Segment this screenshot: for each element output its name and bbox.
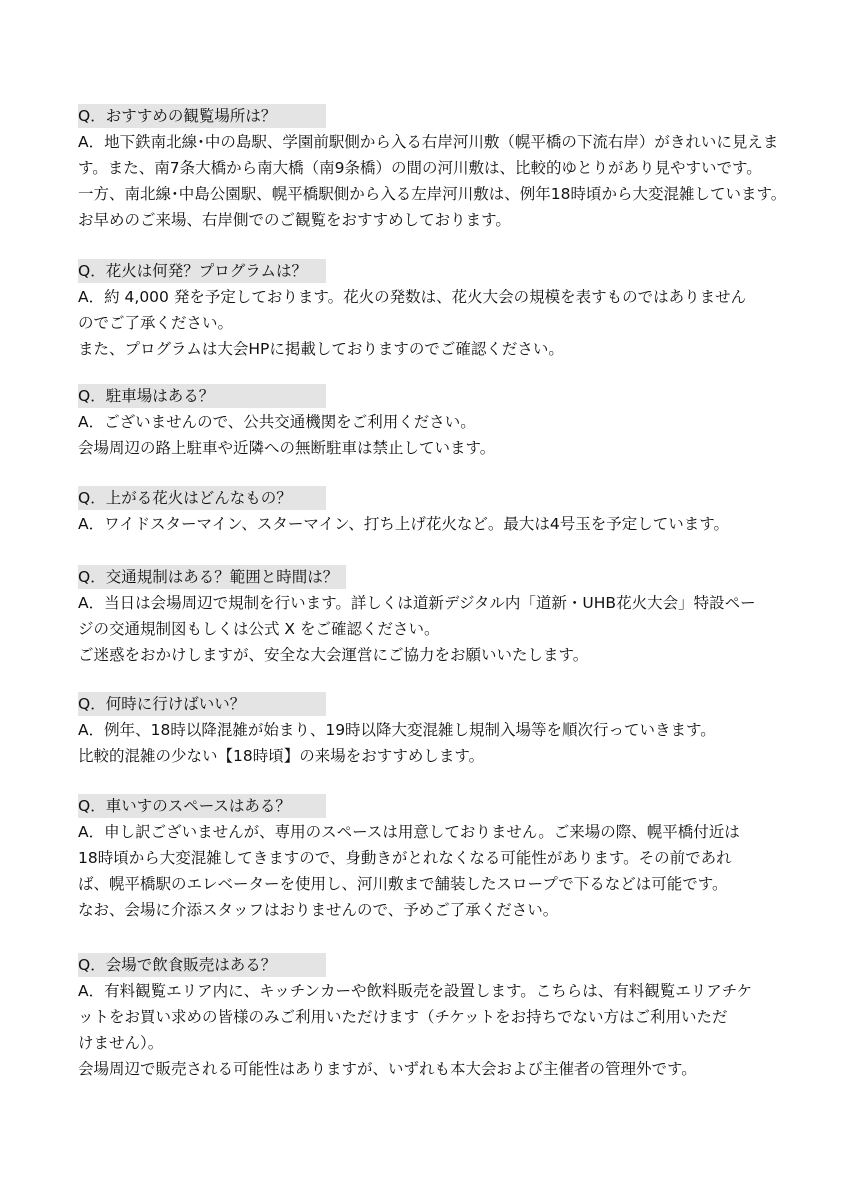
faq-question: Q．駐車場はある？ xyxy=(78,384,326,408)
faq-question: Q．交通規制はある？範囲と時間は？ xyxy=(78,565,346,589)
answer-line: なお、会場に介添スタッフはおりませんので、予めご了承ください。 xyxy=(78,901,559,919)
answer-line: ば、幌平橋駅のエレベーターを使用し、河川敷まで舗装したスロープで下るなどは可能です。 xyxy=(78,875,728,893)
faq-question: Q．上がる花火はどんなもの？ xyxy=(78,486,326,510)
answer-line: ご迷惑をおかけしますが、安全な大会運営にご協力をお願いいたします。 xyxy=(78,646,589,664)
answer-line: A．申し訳ございませんが、専用のスペースは用意しておりません。ご来場の際、幌平橋付近は xyxy=(78,823,740,841)
faq-answer xyxy=(78,284,778,362)
faq-answer xyxy=(78,717,778,769)
faq-answer xyxy=(78,590,778,668)
faq-item-wheelchair-space xyxy=(78,794,778,923)
answer-line: A．有料観覧エリア内に、キッチンカーや飲料販売を設置します。こちらは、有料観覧エリアチケ xyxy=(78,982,753,1000)
faq-answer xyxy=(78,409,778,461)
answer-line: A．ワイドスターマイン、スターマイン、打ち上げ花火など。最大は4号玉を予定しています。 xyxy=(78,515,730,533)
answer-line: ジの交通規制図もしくは公式 X をご確認ください。 xyxy=(78,620,440,638)
answer-line: A．例年、18時以降混雑が始まり、19時以降大変混雑し規制入場等を順次行っていきます。 xyxy=(78,721,716,739)
answer-line: A．当日は会場周辺で規制を行います。詳しくは道新デジタル内「道新・UHB花火大会」特設ペー xyxy=(78,594,756,612)
faq-question: Q．会場で飲食販売はある？ xyxy=(78,953,326,977)
faq-answer xyxy=(78,129,787,233)
faq-question: Q．車いすのスペースはある？ xyxy=(78,794,326,818)
answer-line: 18時頃から大変混雑してきますので、身動きがとれなくなる可能性があります。その前であれ xyxy=(78,849,732,867)
faq-item-parking xyxy=(78,384,778,461)
answer-line: 会場周辺の路上駐車や近隣への無断駐車は禁止しています。 xyxy=(78,439,496,457)
faq-question: Q．何時に行けばいい？ xyxy=(78,692,326,716)
answer-line: のでご了承ください。 xyxy=(78,314,234,332)
faq-question: Q．おすすめの観覧場所は？ xyxy=(78,104,326,128)
faq-item-food-sales xyxy=(78,953,778,1082)
faq-item-arrival-time xyxy=(78,692,778,769)
answer-line: 比較的混雑の少ない【18時頃】の来場をおすすめします。 xyxy=(78,747,485,765)
faq-item-traffic-control xyxy=(78,565,778,668)
answer-line: す。また、南7条大橋から南大橋（南9条橋）の間の河川敷は、比較的ゆとりがあり見やすいです。 xyxy=(78,159,762,177)
answer-line: お早めのご来場、右岸側でのご観覧をおすすめしております。 xyxy=(78,211,511,229)
answer-line: A．約 4,000 発を予定しております。花火の発数は、花火大会の規模を表すものではありません xyxy=(78,288,747,306)
faq-question: Q．花火は何発？プログラムは？ xyxy=(78,259,326,283)
faq-answer xyxy=(78,819,778,923)
faq-answer xyxy=(78,511,778,537)
answer-line: 会場周辺で販売される可能性はありますが、いずれも本大会および主催者の管理外です。 xyxy=(78,1060,697,1078)
answer-line: A．地下鉄南北線･中の島駅、学園前駅側から入る右岸河川敷（幌平橋の下流右岸）がきれいに見えま xyxy=(78,133,779,151)
answer-line: ットをお買い求めの皆様のみご利用いただけます（チケットをお持ちでない方はご利用いただ xyxy=(78,1008,728,1026)
answer-line: また、プログラムは大会HPに掲載しておりますのでご確認ください。 xyxy=(78,340,564,358)
answer-line: 一方、南北線･中島公園駅、幌平橋駅側から入る左岸河川敷は、例年18時頃から大変混雑しています。 xyxy=(78,185,787,203)
faq-answer xyxy=(78,978,778,1082)
answer-line: けません）。 xyxy=(78,1034,164,1052)
faq-item-viewing-spots xyxy=(78,104,787,233)
faq-item-fireworks-types xyxy=(78,486,778,537)
faq-item-fireworks-count xyxy=(78,259,778,362)
answer-line: A．ございませんので、公共交通機関をご利用ください。 xyxy=(78,413,476,431)
